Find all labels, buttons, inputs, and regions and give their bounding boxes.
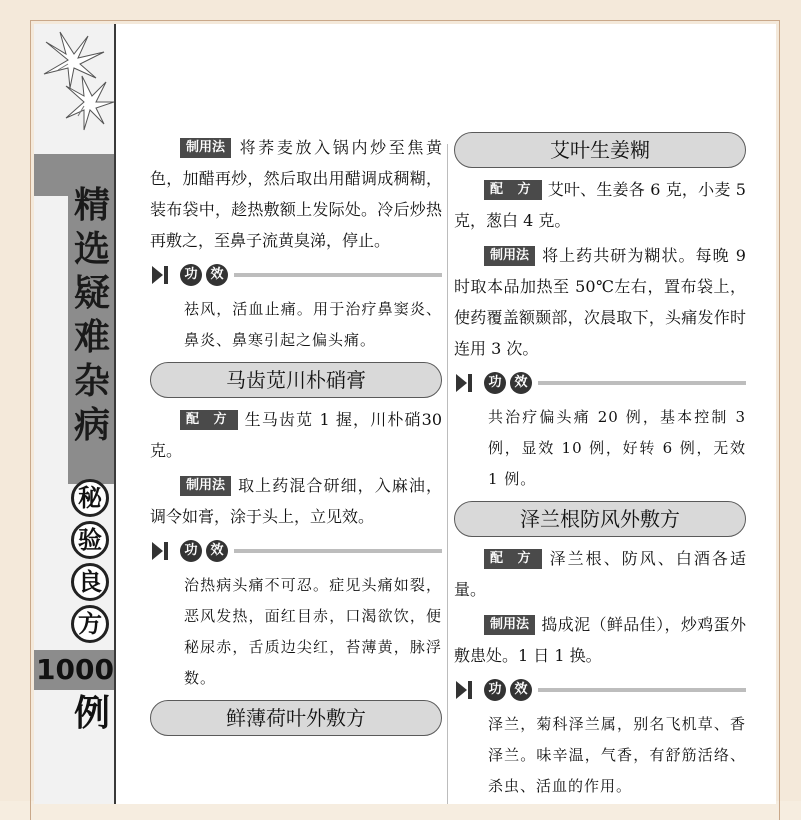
recipe-label: 配 方 <box>180 410 238 430</box>
title-char: 杂 <box>73 361 110 402</box>
title-char: 选 <box>73 229 110 270</box>
column-divider <box>447 144 448 804</box>
effect-char: 功 <box>484 679 506 701</box>
count-number: 1000 <box>36 653 114 686</box>
effect-char: 功 <box>180 540 202 562</box>
title-char: 难 <box>73 317 110 358</box>
right-column <box>454 132 746 804</box>
lily-flower-illustration <box>38 30 114 140</box>
effect-rule <box>234 549 442 553</box>
method-text-lead: 取上药混合研细，入麻 <box>237 476 409 495</box>
sidebar-rule <box>114 24 116 804</box>
method-text: 油，调令如膏，涂于头上，立见效。 <box>150 476 442 526</box>
method-text-lead: 将上药共研为糊状。每 <box>541 246 713 265</box>
effect-char: 功 <box>484 372 506 394</box>
effect-text: 祛风，活血止痛。用于治疗鼻窦炎、鼻炎、鼻寒引起之偏头痛。 <box>184 300 442 349</box>
arrow-icon <box>152 266 163 284</box>
title-char: 病 <box>73 405 110 446</box>
method-label: 制用法 <box>180 476 231 496</box>
section-title: 马齿苋川朴硝膏 <box>150 362 442 398</box>
recipe-text: 30 克。 <box>150 410 442 460</box>
section-title: 艾叶生姜糊 <box>454 132 746 168</box>
arrow-icon <box>456 681 467 699</box>
recipe-text: 适量。 <box>454 549 746 599</box>
effect-text: 治热病头痛不可忍。症见头痛如裂，恶风发热，面红目赤，口渴欲饮，便秘尿赤，舌质边尖红，苔薄黄，脉浮数。 <box>184 576 442 687</box>
method-text: 鸡蛋外敷患处。1 日 1 换。 <box>454 615 746 665</box>
method-text-lead: 捣成泥（鲜品佳），炒 <box>541 615 698 634</box>
method-label: 制用法 <box>484 615 535 635</box>
seal-char: 秘 <box>71 479 109 517</box>
method-text: 黄色，加醋再炒，然后取出用醋调成稠糊，装布袋中，趁热敷额上发际处。冷后炒热再敷之，至鼻子流黄臭涕，停止。 <box>150 138 442 250</box>
recipe-label: 配 方 <box>484 549 542 569</box>
method-paragraph <box>454 240 746 364</box>
method-paragraph <box>150 132 442 256</box>
recipe-text-lead: 生马齿苋 1 握，川朴硝 <box>243 410 422 429</box>
effect-header <box>150 536 442 566</box>
effect-char: 功 <box>180 264 202 286</box>
recipe-text-lead: 泽兰根、防风、白酒各 <box>547 549 730 568</box>
title-char: 精 <box>73 185 110 226</box>
bar-icon <box>164 542 168 560</box>
bar-icon <box>468 374 472 392</box>
title-char: 疑 <box>73 273 110 314</box>
method-label: 制用法 <box>180 138 231 158</box>
recipe-text-lead: 艾叶、生姜各 6 克，小 <box>547 180 715 199</box>
seal-char: 方 <box>71 605 109 643</box>
title-band-tab <box>34 154 68 196</box>
effect-rule <box>234 273 442 277</box>
effect-char: 效 <box>510 372 532 394</box>
arrow-icon <box>456 374 467 392</box>
method-label: 制用法 <box>484 246 535 266</box>
effect-text: 泽兰，菊科泽兰属，别名飞机草、香泽兰。味辛温，气香，有舒筋活络、杀虫、活血的作用。 <box>488 715 746 795</box>
seal-characters <box>71 479 111 647</box>
section-title: 鲜薄荷叶外敷方 <box>150 700 442 736</box>
method-paragraph <box>150 470 442 532</box>
recipe-paragraph <box>454 174 746 236</box>
left-column <box>150 132 442 742</box>
effect-char: 效 <box>206 540 228 562</box>
recipe-paragraph <box>150 404 442 466</box>
effect-header <box>454 675 746 705</box>
count-unit: 例 <box>73 693 110 734</box>
recipe-label: 配 方 <box>484 180 542 200</box>
arrow-icon <box>152 542 163 560</box>
effect-header <box>454 368 746 398</box>
method-text-lead: 将荞麦放入锅内炒至焦 <box>237 138 426 157</box>
effect-char: 效 <box>510 679 532 701</box>
method-text: 晚 9 时取本品加热至 50℃左右，置布袋上，使药覆盖额颞部，次晨取下，头痛发作时连用 3 次。 <box>454 246 746 358</box>
effect-header <box>150 260 442 290</box>
effect-char: 效 <box>206 264 228 286</box>
method-paragraph <box>454 609 746 671</box>
seal-char: 良 <box>71 563 109 601</box>
bar-icon <box>468 681 472 699</box>
effect-rule <box>538 688 746 692</box>
section-title: 泽兰根防风外敷方 <box>454 501 746 537</box>
seal-char: 验 <box>71 521 109 559</box>
recipe-paragraph <box>454 543 746 605</box>
effect-text: 共治疗偏头痛 20 例，基本控制 3 例，显效 10 例，好转 6 例，无效 1 例。 <box>488 408 746 488</box>
effect-rule <box>538 381 746 385</box>
recipe-text: 麦 5 克，葱白 4 克。 <box>454 180 746 230</box>
book-title-vertical <box>70 184 114 448</box>
book-page <box>34 24 776 804</box>
bar-icon <box>164 266 168 284</box>
